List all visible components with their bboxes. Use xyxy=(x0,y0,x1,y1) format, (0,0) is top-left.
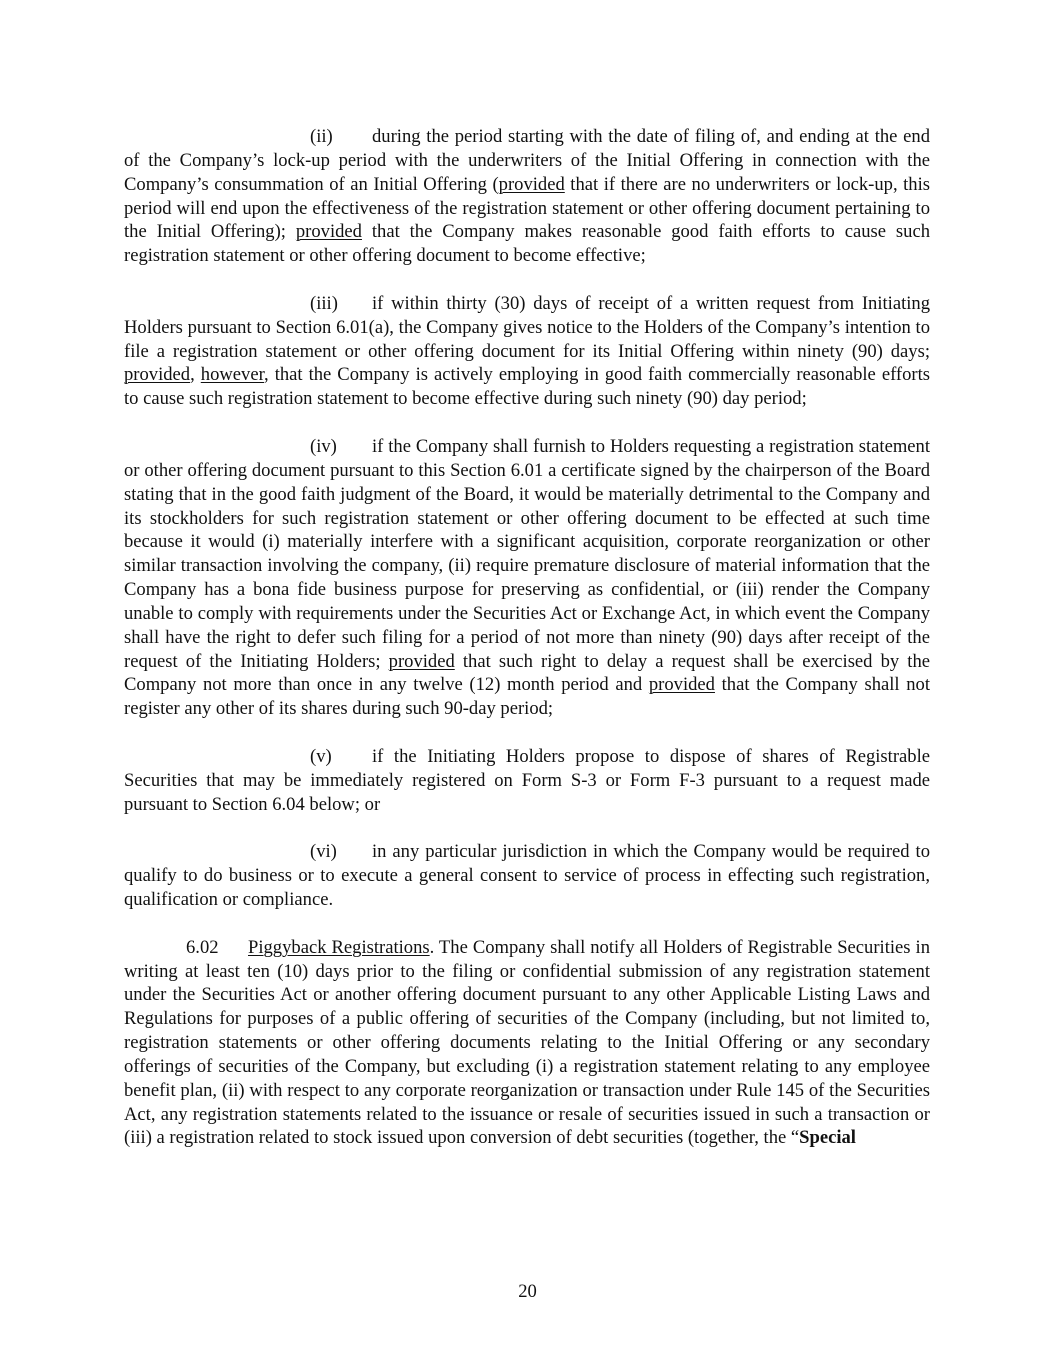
clause-iv: (iv) if the Company shall furnish to Holders requesting a registration statement or other offering document pursuant to this Section 6.01 a certificate signed by the chairperson of the Board stating that in the good faith judgment of the Board, it would be materially detrimental to the Company and its stockholders for such registration statement or other offering document to be effected at such time because it would (i) materially interfere with a significant acquisition, corporate reorganization or other similar transaction involving the company, (ii) require premature disclosure of material information that the Company has a bona fide business purpose for preserving as confidential, or (iii) render the Company unable to comply with requirements under the Securities Act or Exchange Act, in which event the Company shall have the right to defer such filing for a period of not more than ninety (90) days after receipt of the request of the Initiating Holders; provided that such right to delay a request shall be exercised by the Company not more than once in any twelve (12) month period and provided that the Company shall not register any other of its shares during such 90-day period; xyxy=(124,435,931,720)
page-number: 20 xyxy=(518,1281,537,1302)
defined-term-provided: provided xyxy=(498,173,565,195)
defined-term-provided: provided xyxy=(124,364,191,386)
defined-term-however: however xyxy=(200,364,265,386)
clause-label: (iv) xyxy=(310,435,337,457)
clause-iii: (iii) if within thirty (30) days of receipt of a written request from Initiating Holders pursuant to Section 6.01(a), the Company gives notice to the Holders of the Company’s intention to file a registration statement or other offering document for its Initial Offering within ninety (90) days; provided, however, that the Company is actively employing in good faith commercially reasonable efforts to cause such registration statement to become effective during such ninety (90) day period; xyxy=(124,292,931,410)
clause-vi: (vi) in any particular jurisdiction in which the Company would be required to qualify to do business or to execute a general consent to service of process in effecting such registration, qualification or compliance. xyxy=(124,841,930,910)
section-heading: Piggyback Registrations xyxy=(248,936,430,958)
clause-label: (iii) xyxy=(310,292,338,314)
clause-label: (vi) xyxy=(310,841,337,863)
section-number: 6.02 xyxy=(186,936,219,958)
defined-term-provided: provided xyxy=(648,674,715,696)
section-6-02: 6.02 Piggyback Registrations. The Company shall notify all Holders of Registrable Securities in writing at least ten (10) days prior to the filing or confidential submission of any registration statement under the Securities Act or another offering document pursuant to any other Applicable Listing Laws and Regulations for purposes of a public offering of securities of the Company (including, but not limited to, registration statements or other offering documents relating to the Initial Offering or any secondary offerings of securities of the Company, but excluding (i) a registration statement relating to any employee benefit plan, (ii) with respect to any corporate reorganization or transaction under Rule 145 of the Securities Act, any registration statements related to the issuance or resale of securities issued in such a transaction or (iii) a registration related to stock issued upon conversion of debt securities (together, the “Special xyxy=(124,936,930,1149)
clause-v: (v) if the Initiating Holders propose to dispose of shares of Registrable Securities that may be immediately registered on Form S-3 or Form F-3 pursuant to a request made pursuant to Section 6.04 below; or xyxy=(124,745,930,815)
defined-term-provided: provided xyxy=(295,221,362,243)
clause-label: (ii) xyxy=(310,126,333,147)
clause-label: (v) xyxy=(310,745,332,767)
defined-term-special: Special xyxy=(799,1127,856,1149)
defined-term-provided: provided xyxy=(388,650,455,672)
document-page xyxy=(124,125,930,1174)
clause-ii: (ii) during the period starting with the date of filing of, and ending at the end of the Company’s lock-up period with the underwriters of the Initial Offering in connection with the Company’s consummation of an Initial Offering (provided that if there are no underwriters or lock-up, this period will end upon the effectiveness of the registration statement or other offering document pertaining to the Initial Offering); provided that the Company makes reasonable good faith efforts to cause such registration statement or other offering document to become effective; xyxy=(124,126,931,267)
